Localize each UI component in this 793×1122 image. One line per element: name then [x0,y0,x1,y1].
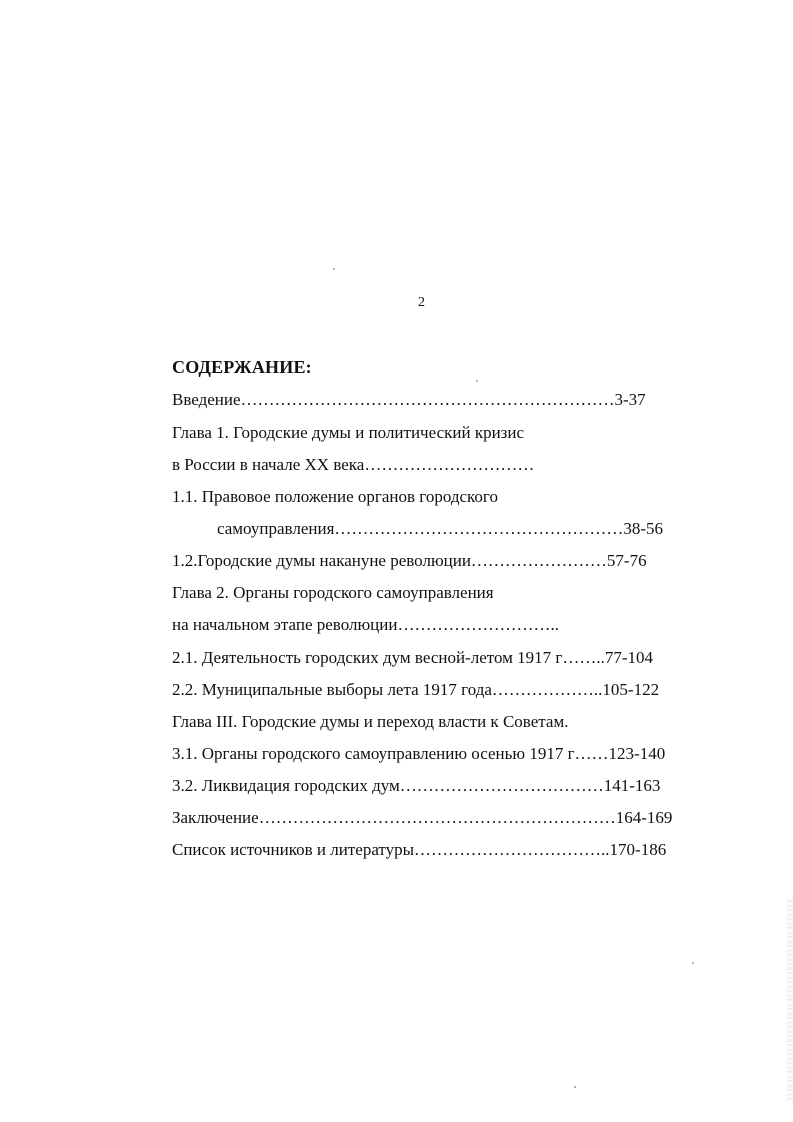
scan-edge-noise [787,900,793,1100]
toc-entry-conclusion: Заключение………………………………………………………164-169 [172,808,673,827]
toc-section-3-1: 3.1. Органы городского самоуправлению осенью 1917 г……123-140 [172,744,666,763]
page-number: 2 [418,295,425,310]
toc-section-2-1: 2.1. Деятельность городских дум весной-летом 1917 г……..77-104 [172,648,654,667]
scan-speck [333,268,335,270]
toc-title: СОДЕРЖАНИЕ: [172,357,312,377]
toc-section-1-1: 1.1. Правовое положение органов городского [172,487,498,506]
toc-chapter-1-title-cont: в России в начале XX века………………………… [172,455,535,474]
toc-chapter-3-title: Глава III. Городские думы и переход власти к Советам. [172,712,569,731]
toc-chapter-2-title-cont: на начальном этапе революции……………………….. [172,615,559,634]
toc-entry-introduction: Введение…………………………………………………………3-37 [172,390,646,409]
scan-speck [476,380,478,382]
toc-section-3-2: 3.2. Ликвидация городских дум………………………………141-163 [172,776,661,795]
toc-chapter-1-title: Глава 1. Городские думы и политический кризис [172,423,525,442]
toc-entry-bibliography: Список источников и литературы……………………………..170-186 [172,840,667,859]
toc-section-1-2: 1.2.Городские думы накануне революции……………………57-76 [172,551,647,570]
scan-speck [692,962,694,964]
toc-section-2-2: 2.2. Муниципальные выборы лета 1917 года………………..105-122 [172,680,660,699]
toc-chapter-2-title: Глава 2. Органы городского самоуправления [172,583,494,602]
toc-section-1-1-cont: самоуправления……………………………………………38-56 [217,519,664,538]
scan-speck [574,1086,576,1088]
